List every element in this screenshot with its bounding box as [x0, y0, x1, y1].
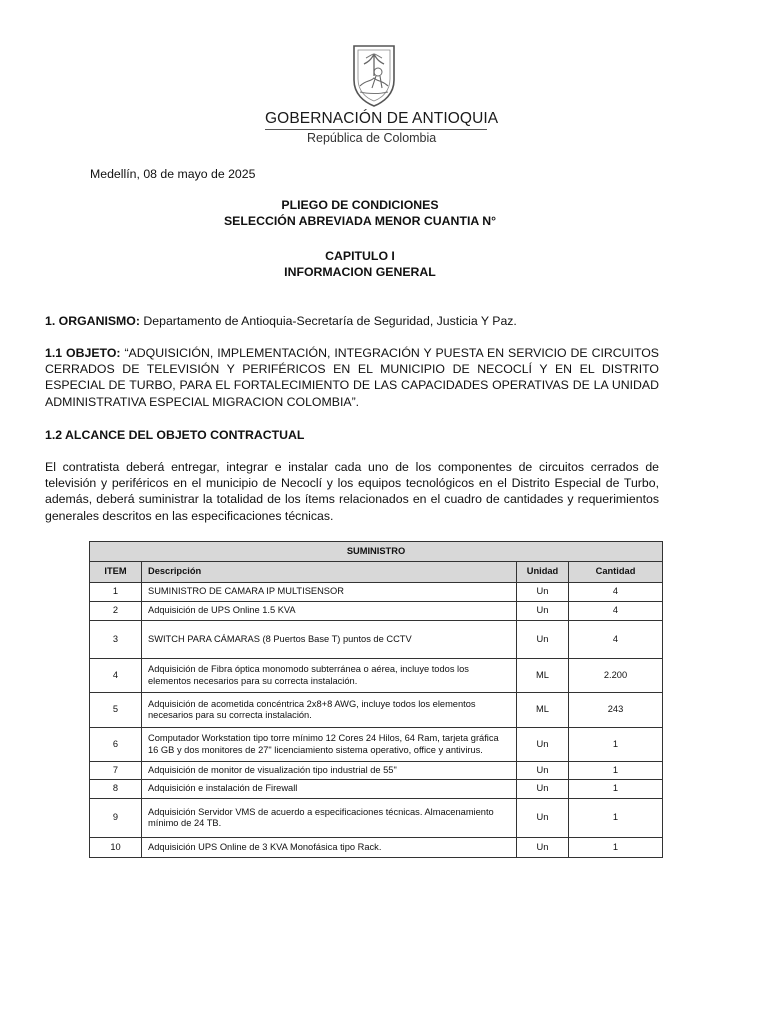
table-row	[90, 728, 663, 762]
description-cell: Adquisición Servidor VMS de acuerdo a especificaciones técnicas. Almacenamiento mínimo de 24 TB.	[142, 799, 517, 838]
header-divider	[265, 129, 487, 130]
document-title: PLIEGO DE CONDICIONES	[281, 198, 439, 212]
item-cell: 2	[90, 602, 142, 621]
organismo-label: 1. ORGANISMO:	[45, 314, 140, 328]
document-subtitle: SELECCIÓN ABREVIADA MENOR CUANTIA N°	[223, 214, 497, 228]
quantity-cell: 4	[569, 602, 663, 621]
unit-cell: Un	[517, 583, 569, 602]
quantity-cell: 4	[569, 583, 663, 602]
description-cell: SUMINISTRO DE CAMARA IP MULTISENSOR	[142, 583, 517, 602]
objeto-text: “ADQUISICIÓN, IMPLEMENTACIÓN, INTEGRACIÓN Y PUESTA EN SERVICIO DE CIRCUITOS CERRADOS DE TELEVISIÓN Y PERIFÉRICOS EN EL MUNICIPIO DE NECOCLÍ Y EN EL DISTRITO ESPECIAL DE TURBO, PARA EL FORTALECIMIENTO DE LAS CAPACIDADES OPERATIVAS DE LA UNIDAD ADMINISTRATIVA ESPECIAL MIGRACION COLOMBIA”.	[45, 346, 660, 409]
table-row	[90, 583, 663, 602]
col-header-item: ITEM	[90, 562, 142, 583]
table-row	[90, 838, 663, 858]
description-cell: Adquisición de UPS Online 1.5 KVA	[142, 602, 517, 621]
unit-cell: Un	[517, 762, 569, 780]
table-row	[90, 693, 663, 728]
quantity-cell: 1	[569, 780, 663, 799]
coat-of-arms-icon	[346, 42, 402, 108]
table-row	[90, 602, 663, 621]
item-cell: 3	[90, 621, 142, 659]
table-row	[90, 621, 663, 659]
description-cell: Adquisición de acometida concéntrica 2x8+8 AWG, incluye todos los elementos necesarios para su correcta instalación.	[142, 693, 517, 728]
organismo-text: Departamento de Antioquia-Secretaría de Seguridad, Justicia Y Paz.	[139, 314, 517, 328]
chapter-number: CAPITULO I	[325, 249, 395, 263]
unit-cell: Un	[517, 621, 569, 659]
item-cell: 5	[90, 693, 142, 728]
quantity-cell: 4	[569, 621, 663, 659]
unit-cell: ML	[517, 659, 569, 693]
table-caption: SUMINISTRO	[90, 542, 663, 562]
col-header-description: Descripción	[142, 562, 517, 583]
unit-cell: Un	[517, 602, 569, 621]
unit-cell: Un	[517, 799, 569, 838]
description-cell: SWITCH PARA CÁMARAS (8 Puertos Base T) puntos de CCTV	[142, 621, 517, 659]
quantity-cell: 1	[569, 838, 663, 858]
item-cell: 9	[90, 799, 142, 838]
alcance-heading: 1.2 ALCANCE DEL OBJETO CONTRACTUAL	[45, 428, 305, 442]
description-cell: Adquisición UPS Online de 3 KVA Monofásica tipo Rack.	[142, 838, 517, 858]
description-cell: Adquisición de monitor de visualización tipo industrial de 55"	[142, 762, 517, 780]
table-row	[90, 799, 663, 838]
chapter-title: INFORMACION GENERAL	[284, 265, 436, 279]
item-cell: 4	[90, 659, 142, 693]
item-cell: 7	[90, 762, 142, 780]
organization-name: GOBERNACIÓN DE ANTIOQUIA	[265, 110, 499, 127]
alcance-paragraph: El contratista deberá entregar, integrar e instalar cada uno de los componentes de circuitos cerrados de televisión y periféricos en el municipio de Necoclí y los equipos tecnológicos en el Distrito Especial de Turbo, además, deberá suministrar la totalidad de los ítems relacionados en el cuadro de cantidades y requerimientos generales descritos en las especificaciones técnicas.	[45, 460, 659, 523]
description-cell: Adquisición de Fibra óptica monomodo subterránea o aérea, incluye todos los elementos necesarios para su correcta instalación.	[142, 659, 517, 693]
objeto-label: 1.1 OBJETO:	[45, 346, 121, 360]
description-cell: Adquisición e instalación de Firewall	[142, 780, 517, 799]
col-header-quantity: Cantidad	[569, 562, 663, 583]
quantity-cell: 243	[569, 693, 663, 728]
organismo-paragraph	[45, 313, 659, 329]
date-line: Medellín, 08 de mayo de 2025	[90, 167, 256, 181]
quantity-cell: 1	[569, 799, 663, 838]
quantity-cell: 2.200	[569, 659, 663, 693]
item-cell: 10	[90, 838, 142, 858]
quantity-cell: 1	[569, 728, 663, 762]
unit-cell: ML	[517, 693, 569, 728]
organization-subtitle: República de Colombia	[307, 131, 437, 145]
unit-cell: Un	[517, 780, 569, 799]
item-cell: 1	[90, 583, 142, 602]
description-cell: Computador Workstation tipo torre mínimo 12 Cores 24 Hilos, 64 Ram, tarjeta gráfica 16 GB y dos monitores de 27" licenciamiento sistema operativo, office y antivirus.	[142, 728, 517, 762]
item-cell: 8	[90, 780, 142, 799]
table-row	[90, 780, 663, 799]
objeto-paragraph	[45, 345, 659, 410]
unit-cell: Un	[517, 728, 569, 762]
item-cell: 6	[90, 728, 142, 762]
table-row	[90, 762, 663, 780]
col-header-unit: Unidad	[517, 562, 569, 583]
quantity-cell: 1	[569, 762, 663, 780]
table-row	[90, 659, 663, 693]
unit-cell: Un	[517, 838, 569, 858]
supply-table	[89, 541, 663, 858]
